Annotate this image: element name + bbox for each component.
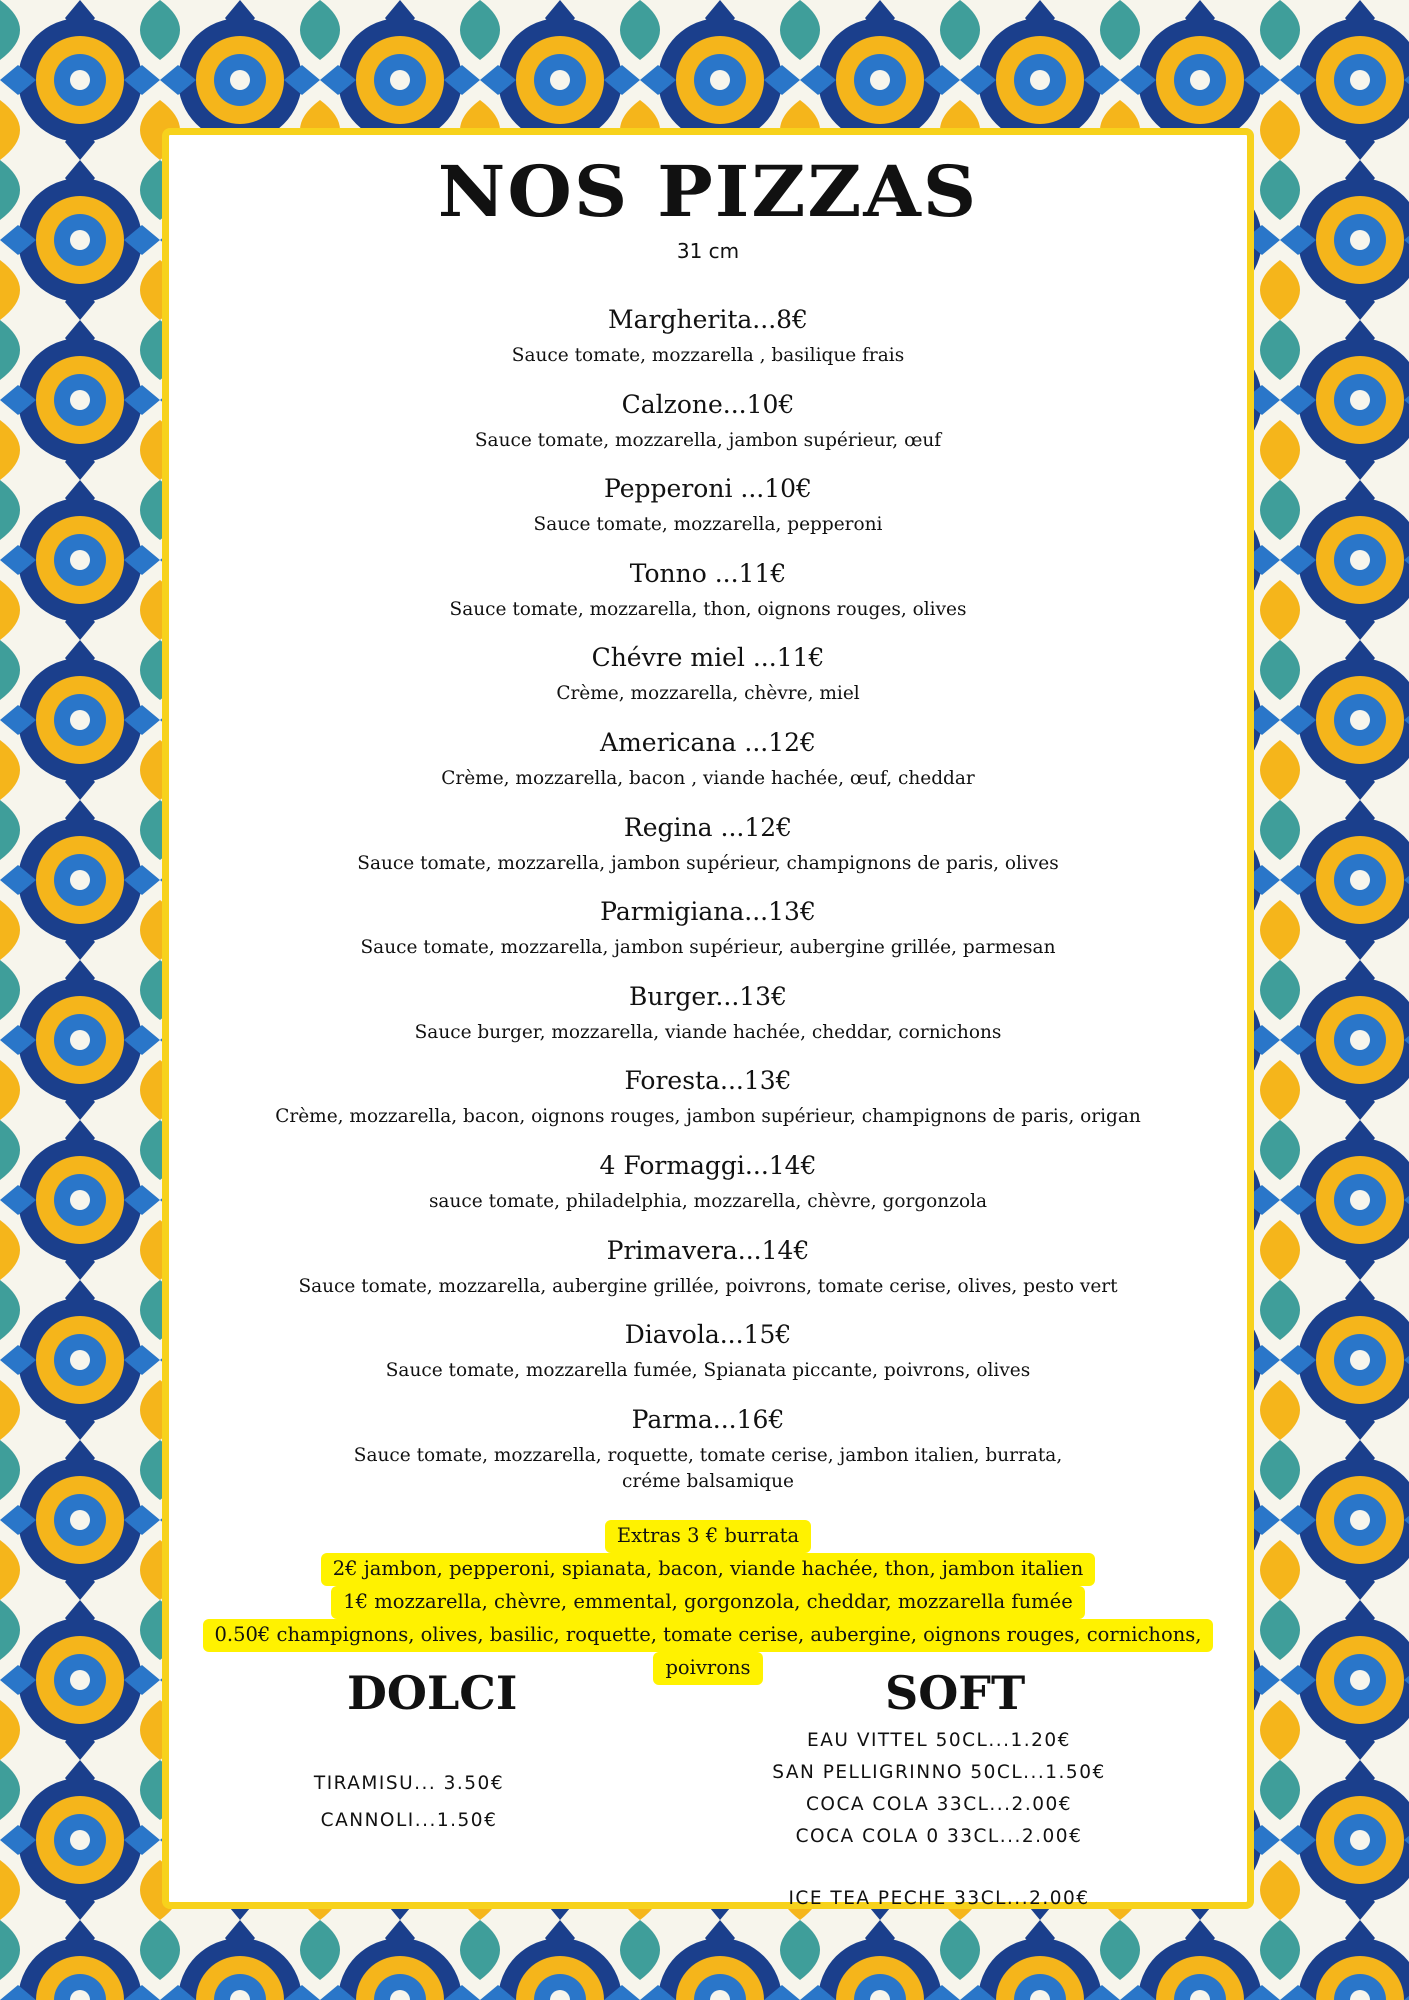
pizza-name: Chévre miel ...11€ [591,643,825,673]
menu-card [162,128,1254,1909]
pizza-description: Sauce tomate, mozzarella, jambon supérieur, œuf [474,429,942,451]
pizza-name: Diavola...15€ [624,1320,792,1350]
extras-line: 1€ mozzarella, chèvre, emmental, gorgonzola, cheddar, mozzarella fumée [331,1586,1084,1619]
pizza-name: Margherita...8€ [608,305,808,334]
pizza-description: Sauce tomate, mozzarella, roquette, tomate cerise, jambon italien, burrata, créme balsamique [353,1444,1063,1492]
extras-block [169,1520,1247,1685]
extras-line: 2€ jambon, pepperoni, spianata, bacon, viande hachée, thon, jambon italien [321,1553,1096,1586]
soft-list [769,1725,1109,1915]
soft-item: ICE TEA PECHE 33CL...2.00€ [788,1888,1090,1909]
pizza-description: Sauce tomate, mozzarella, jambon supérieur, aubergine grillée, parmesan [360,937,1056,959]
dolci-title: DOLCI [347,1666,518,1720]
pizza-description: Sauce tomate, mozzarella, thon, oignons rouges, olives [449,598,967,620]
pizza-item [169,1318,1247,1403]
soft-item: COCA COLA 33CL...2.00€ [805,1794,1073,1815]
pizza-name: Calzone...10€ [621,389,795,419]
pizza-name: Regina ...12€ [623,812,793,842]
pizza-name: Primavera...14€ [606,1235,810,1265]
pizza-size: 31 cm [676,239,740,263]
page-title: NOS PIZZAS [437,151,979,233]
pizza-name: Parma...16€ [631,1404,785,1434]
soft-item: COCA COLA 0 33CL...2.00€ [795,1826,1083,1847]
pizza-name: 4 Formaggi...14€ [599,1150,817,1180]
dolci-item: TIRAMISU... 3.50€ [313,1773,505,1794]
soft-item: SAN PELLIGRINNO 50CL...1.50€ [772,1762,1106,1783]
soft-item: EAU VITTEL 50CL...1.20€ [807,1730,1071,1751]
pizza-description: Crème, mozzarella, bacon, oignons rouges, jambon supérieur, champignons de paris, origan [275,1106,1141,1128]
soft-title: SOFT [885,1666,1026,1720]
pizza-item [169,1403,1247,1492]
pizza-name: Foresta...13€ [624,1066,792,1096]
dolci-item: CANNOLI...1.50€ [320,1810,498,1831]
pizza-item [169,1064,1247,1149]
pizza-description: Sauce tomate, mozzarella, jambon supérieur, champignons de paris, olives [357,852,1059,874]
pizza-description: sauce tomate, philadelphia, mozzarella, chèvre, gorgonzola [428,1190,988,1212]
pizza-description: Crème, mozzarella, bacon , viande hachée, œuf, cheddar [441,767,975,789]
pizza-item [169,726,1247,811]
pizza-item [169,303,1247,388]
pizza-item [169,811,1247,896]
pizza-description: Sauce tomate, mozzarella, pepperoni [533,514,883,536]
pizza-item [169,895,1247,980]
pizza-item [169,980,1247,1065]
pizza-description: Sauce tomate, mozzarella fumée, Spianata piccante, poivrons, olives [385,1360,1031,1382]
pizza-description: Sauce burger, mozzarella, viande hachée, cheddar, cornichons [414,1021,1002,1043]
dolci-list [289,1765,529,1839]
pizza-item [169,641,1247,726]
pizza-item [169,1234,1247,1319]
pizza-item [169,1149,1247,1234]
pizza-item [169,557,1247,642]
pizza-name: Parmigiana...13€ [600,897,816,927]
pizza-item [169,388,1247,473]
pizza-description: Sauce tomate, mozzarella , basilique frais [511,345,905,366]
extras-line: Extras 3 € burrata [605,1520,811,1553]
pizza-description: Crème, mozzarella, chèvre, miel [556,683,860,705]
pizza-name: Burger...13€ [629,981,787,1011]
pizza-list [169,303,1247,1492]
pizza-name: Americana ...12€ [600,727,816,757]
extras-line: poivrons [653,1652,762,1685]
pizza-name: Tonno ...11€ [629,558,787,588]
pizza-description: Sauce tomate, mozzarella, aubergine grillée, poivrons, tomate cerise, olives, pesto vert [298,1275,1118,1297]
pizza-name: Pepperoni ...10€ [604,474,812,504]
extras-line: 0.50€ champignons, olives, basilic, roquette, tomate cerise, aubergine, oignons rouges, cornichons, [203,1619,1214,1652]
pizza-item [169,472,1247,557]
